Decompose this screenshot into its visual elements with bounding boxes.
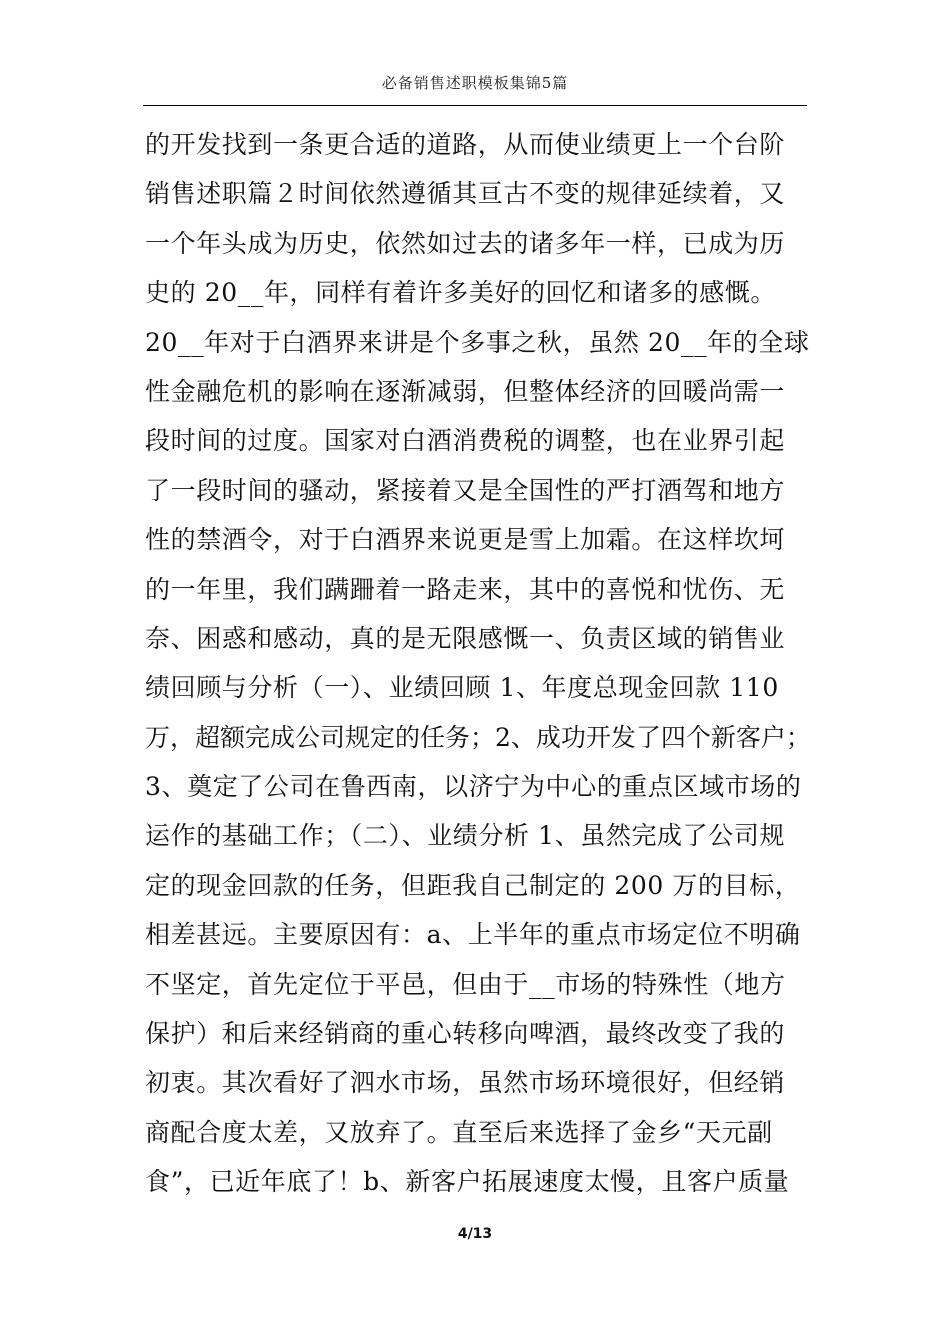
body-line: 奈、困惑和感动，真的是无限感慨一、负责区域的销售业	[145, 623, 786, 653]
body-line: 性的禁酒令，对于白酒界来说更是雪上加霜。在这样坎坷	[145, 525, 786, 555]
body-line: 史的 20__年，同样有着许多美好的回忆和诸多的感慨。	[145, 278, 776, 308]
body-line: 绩回顾与分析（一）、业绩回顾 1、年度总现金回款 110	[145, 673, 779, 703]
body-line: 定的现金回款的任务，但距我自己制定的 200 万的目标，	[145, 870, 801, 900]
body-line: 商配合度太差，又放弃了。直至后来选择了金乡“天元副	[145, 1117, 773, 1147]
body-line: 3、奠定了公司在鲁西南，以济宁为中心的重点区域市场的	[145, 772, 802, 802]
header-divider	[143, 105, 807, 106]
body-line: 的一年里，我们蹒跚着一路走来，其中的喜悦和忧伤、无	[145, 574, 786, 604]
body-line: 性金融危机的影响在逐渐减弱，但整体经济的回暖尚需一	[145, 376, 786, 406]
body-line: 食”，已近年底了！b、新客户拓展速度太慢，且客户质量	[145, 1167, 790, 1197]
page-header-title: 必备销售述职模板集锦5篇	[381, 74, 569, 92]
body-line: 保护）和后来经销商的重心转移向啤酒，最终改变了我的	[145, 1019, 786, 1049]
body-line: 20__年对于白酒界来讲是个多事之秋，虽然 20__年的全球	[145, 327, 810, 357]
body-line: 不坚定，首先定位于平邑，但由于__市场的特殊性（地方	[145, 969, 786, 999]
body-line: 一个年头成为历史，依然如过去的诸多年一样，已成为历	[145, 228, 786, 258]
body-line: 销售述职篇２时间依然遵循其亘古不变的规律延续着，又	[145, 179, 786, 209]
body-line: 了一段时间的骚动，紧接着又是全国性的严打酒驾和地方	[145, 475, 786, 505]
document-body	[145, 120, 815, 1207]
body-line: 初衷。其次看好了泗水市场，虽然市场环境很好，但经销	[145, 1068, 786, 1098]
body-line: 段时间的过度。国家对白酒消费税的调整，也在业界引起	[145, 426, 786, 456]
page-number: 4/13	[457, 1226, 493, 1242]
body-line: 万，超额完成公司规定的任务；2、成功开发了四个新客户；	[145, 722, 811, 752]
body-line: 的开发找到一条更合适的道路，从而使业绩更上一个台阶	[145, 130, 786, 159]
body-line: 相差甚远。主要原因有：a、上半年的重点市场定位不明确	[145, 920, 801, 950]
body-line: 运作的基础工作；（二）、业绩分析 1、虽然完成了公司规	[145, 821, 786, 851]
